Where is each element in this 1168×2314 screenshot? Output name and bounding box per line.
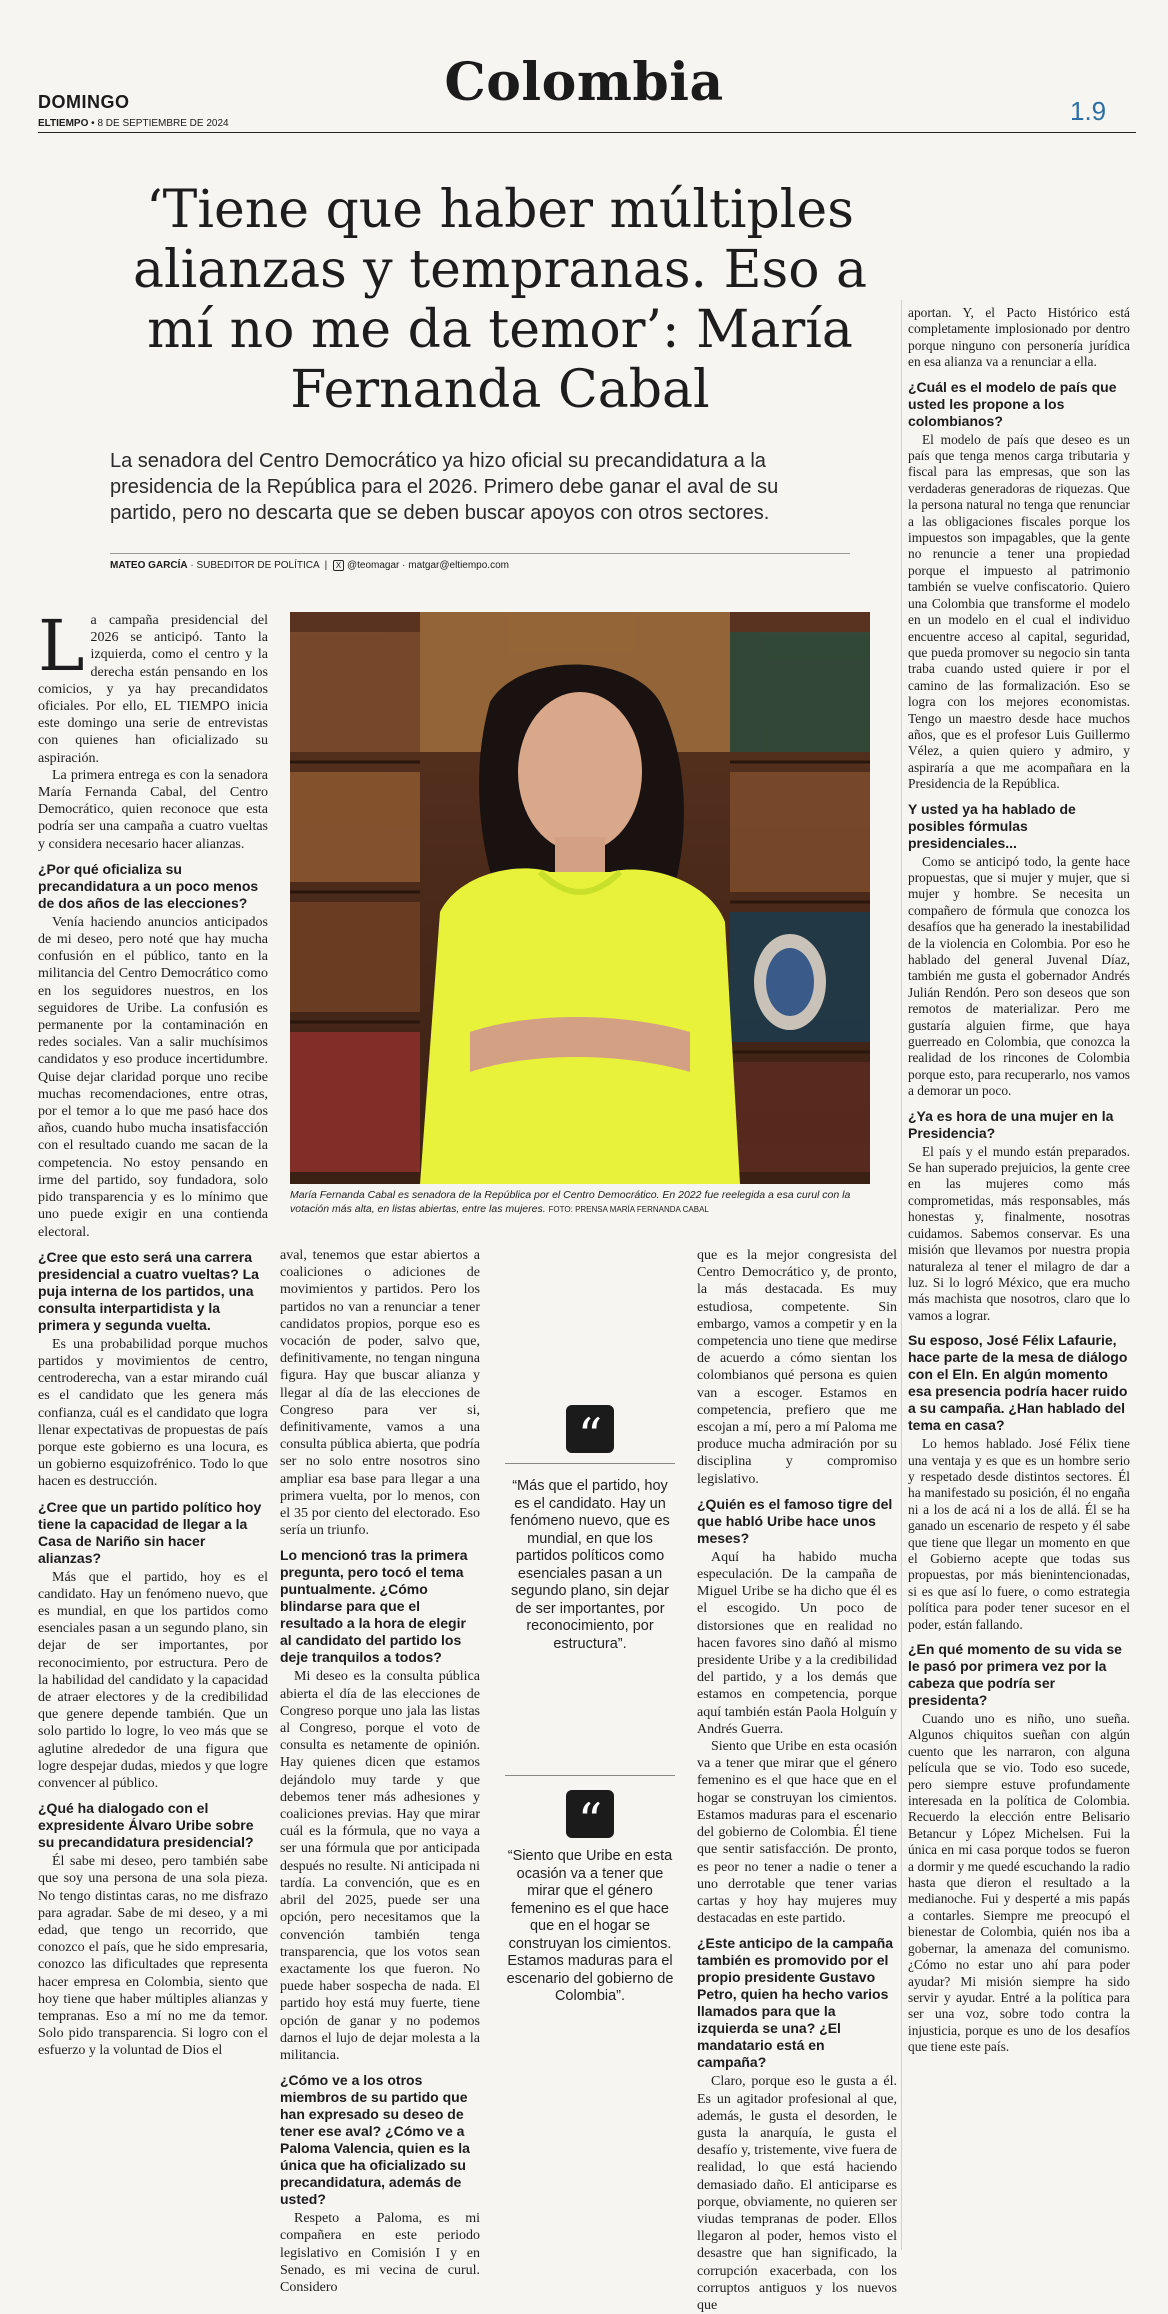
x-icon: X	[333, 560, 344, 571]
author-role: SUBEDITOR DE POLÍTICA	[196, 560, 320, 571]
quote-text: “Más que el partido, hoy es el candidato. Hay un fenómeno nuevo, que es mundial, en que los partidos políticos como esenciales pasan a un segundo plano, sin dejar de ser importantes, por reconocimiento, por estructura”.	[510, 1478, 670, 1652]
question: ¿Qué ha dialogado con el expresidente Álvaro Uribe sobre su precandidatura presidencial?	[38, 1800, 254, 1851]
deck: La senadora del Centro Democrático ya hizo oficial su precandidatura a la presidencia de la República para el 2026. Primero debe ganar el aval de su partido, pero no descarta que se deben buscar apoyos con otros sectores.	[110, 450, 779, 524]
quote-text: “Siento que Uribe en esta ocasión va a tener que mirar que el género femenino es el que hace que en el hogar se construyan los cimientos. Estamos maduras para el escenario del gobierno de Colombia”.	[506, 1848, 674, 2004]
portrait-photo	[290, 612, 870, 1184]
page-number: 1.9	[1070, 96, 1107, 126]
answer: Es una probabilidad porque muchos partidos y movimientos de centro, centroderecha, van a estar mirando cuál es el candidato que les genera más confianza, cuál es el candidato que logra llenar expectativas de propuestas de país porque este gobierno es una locura, es un gobierno esquizofrénico. Todo lo que hacen es destrucción.	[38, 1336, 268, 1490]
question: ¿En qué momento de su vida se le pasó por primera vez por la cabeza que podría ser presidenta?	[908, 1641, 1122, 1708]
answer: Lo hemos hablado. José Félix tiene una ventaja y es que es un hombre serio y respetado desde distintos sectores. Él ha manifestado su posición, él no engaña ni a los de acá ni a los de allá. Él se ha ganado un escenario de respeto y él sabe que tiene que llegar un momento en que el Gobierno acepte que todas sus propuestas, por más bienintencionadas, si es que así lo fuere, o como estrategia política para poder tener sucesor en el poder, están fallando.	[908, 1436, 1130, 1632]
question: ¿Por qué oficializa su precandidatura a un poco menos de dos años de las elecciones?	[38, 860, 259, 911]
answer: Aquí ha habido mucha especulación. De la campaña de Miguel Uribe se ha dicho que él es el escogido. Un poco de distorsiones que en realidad no hacen favores sino dañó al mismo presidente Uribe y a la credibilidad del partido, y a los demás que estamos en competencia, porque aquí también están Paola Holguín y Andrés Guerra.	[697, 1549, 897, 1737]
answer: El país y el mundo están preparados. Se han superado prejuicios, la gente cree en las mujeres como más comprometidas, más responsables, más honestas y, finalmente, nosotras cuidamos. Sabemos conservar. Es una misión que llevamos por nuestra propia naturaleza al tener el milagro de dar a luz. Si lo logró México, que era mucho más machista que nosotros, claro que lo vamos a lograr.	[908, 1143, 1130, 1323]
column-4	[908, 305, 1130, 2056]
question: ¿Quién es el famoso tigre del que habló Uribe hace unos meses?	[697, 1495, 893, 1546]
question: ¿Cree que esto será una carrera presidencial a cuatro vueltas? La puja interna de los partidos, una consulta interpartidista y la primera y segunda vuelta.	[38, 1248, 259, 1333]
quote-divider	[505, 1775, 675, 1776]
pull-quote-2	[505, 1775, 675, 2006]
photo-caption	[290, 1188, 870, 1217]
answer: Más que el partido, hoy es el candidato. Hay un fenómeno nuevo, que es mundial, en que los partidos como esenciales pasan a un segundo plano, sin dejar de ser importantes, por reconocimiento, por estructura. Pero de la habilidad del candidato y la capacidad de atraer electores y de la credibilidad que genere depende también. Que un solo partido lo logre, lo veo más que se aglutine alrededor de una figura que logre despejar dudas, miedos y que logre convencer al público.	[38, 1569, 268, 1791]
paper-name: ELTIEMPO	[38, 118, 89, 129]
answer: Como se anticipó todo, la gente hace propuestas, que si mujer y mujer, que si mujer y hombre. Se necesita un compañero de fórmula que conozca los desafíos que ha generado la inestabilidad de la violencia en Colombia. Por eso he hablado del general Juvenal Díaz, también me gusta el gobernador Andrés Julián Rendón. Pero son deseos que son remotos de materializar. Pero me gustaría alguien firme, que haya guerreado en Colombia, que conozca la realidad de los rincones de Colombia porque esto, para recuperarlo, nos vamos a demorar un poco.	[908, 853, 1130, 1099]
answer: Mi deseo es la consulta pública abierta el día de las elecciones de Congreso porque uno jala las listas al Congreso, porque el voto de consulta es netamente de opinión. Hay quienes dicen que estamos dejándolo muy tarde y que debemos tener más adhesiones y coaliciones previas. Hay que mirar cuál es la fórmula, que no vaya a ser una fórmula que por anticipada después no resulte. Ni anticipada ni tardía. La convención, que es en abril del 2025, puede ser una opción, pero necesitamos que la convención también tenga transparencia, que los votos sean exactamente los que fueron. No puede haber sospecha de nada. El partido hoy está muy fuerte, tiene opción de ganar y no podemos darnos el lujo de dejar molesta a la militancia.	[280, 1669, 480, 2063]
question: ¿Cuál es el modelo de país que usted les propone a los colombianos?	[908, 378, 1117, 429]
intro-paragraph: a campaña presidencial del 2026 se anticipó. Tanto la izquierda, como el centro y la derecha están pensando en los comicios, y ya hay precandidatos oficiales. Por ello, EL TIEMPO inicia este domingo una serie de entrevistas con quienes han oficializado su aspiración.	[38, 613, 268, 766]
day-label: DOMINGO	[38, 92, 130, 112]
question: Su esposo, José Félix Lafaurie, hace parte de la mesa de diálogo con el Eln. En algún momento esa presencia podría hacer ruido a su campaña. ¿Han hablado del tema en casa?	[908, 1332, 1128, 1434]
answer: Claro, porque eso le gusta a él. Es un agitador profesional al que, además, le gusta el desorden, le gusta la anarquía, le gusta el desafío y, tristemente, vive fuera de realidad, lo que está haciendo demasiado daño. El anticiparse es porque, obviamente, no quieren ser viudas tempranas de poder. Ellos llegaron al poder, hemos visto el desastre que han significado, la corrupción exacerbada, con los corruptos antiguos y los nuevos que	[697, 2074, 897, 2313]
quote-icon: “	[566, 1790, 614, 1838]
answer: Respeto a Paloma, es mi compañera en este periodo legislativo en Comisión I y en Senado, es mi vecina de curul. Considero	[280, 2211, 480, 2295]
date: 8 DE SEPTIEMBRE DE 2024	[97, 118, 229, 129]
question: Y usted ya ha hablado de posibles fórmulas presidenciales...	[908, 800, 1076, 851]
answer: El modelo de país que deseo es un país que tenga menos carga tributaria y fiscal para las empresas, que son las verdaderas generadoras de riquezas. Que la persona natural no tenga que renunciar a las obligaciones fiscales porque los impuestos son impagables, que la gente no renuncie a tener una propiedad porque el impuesto al patrimonio también se vuelve confiscatorio. Quiero una Colombia que transforme el modelo en un modelo en el cual el individuo encuentre acceso al capital, seguridad, que pueda promover su negocio sin tanta traba cuando usted quiere ir por el camino de las formalización. Eso se logra con los mejores economistas. Tengo un maestro desde hace muchos años, que es el profesor Luis Guillermo Vélez, a quien quiero y admiro, y aspiraría a que me acompañara en la Presidencia de la República.	[908, 431, 1130, 792]
quote-icon: “	[566, 1405, 614, 1453]
dropcap: L	[38, 605, 85, 687]
question: ¿Cree que un partido político hoy tiene la capacidad de llegar a la Casa de Nariño sin hacer alianzas?	[38, 1498, 262, 1566]
column-2	[280, 1247, 480, 2296]
header-divider	[38, 132, 1136, 133]
section-title: Colombia	[444, 52, 724, 113]
column-3	[697, 1247, 897, 2314]
headline: ‘Tiene que haber múltiples alianzas y tempranas. Eso a mí no me da temor’: María Fernanda Cabal	[132, 180, 868, 420]
answer: aval, tenemos que estar abiertos a coaliciones o adiciones de movimientos y partidos. Pero los partidos no van a renunciar a tener candidatos propios, porque eso es vocación de poder, salvo que, definitivamente, no tengan ninguna figura. Hay que buscar alianza y llegar al día de las elecciones de Congreso para ver si, definitivamente, vamos a una consulta pública abierta, que podría ser no solo entre nosotros sino ampliar esa base para llegar a una primera vuelta, por lo menos, con el 35 por ciento del electorado. Eso sería un triunfo.	[280, 1248, 480, 1539]
answer: Venía haciendo anuncios anticipados de mi deseo, pero noté que hay mucha confusión en el público, tanto en la militancia del Centro Democrático como en los seguidores nuestros, en los seguidores de Uribe. La confusión es permanente por la contaminación en redes sociales. Van a salir muchísimos candidatos y eso produce incertidumbre. Quise dejar claridad porque uno recibe muchas recomendaciones, entre otras, por el temor a lo que me pasó hace dos años, cuando hubo mucha insatisfacción con el resultado cuando me sacan de la competencia. No estoy pensando en irme del partido, soy fundadora, solo pido transparencia y es lo mínimo que uno puede exigir en una contienda electoral.	[38, 914, 268, 1240]
question: ¿Este anticipo de la campaña también es promovido por el propio presidente Gustavo Petro, quien ha hecho varios llamados para que la izquierda se una? ¿El mandatario está en campaña?	[697, 1935, 894, 2071]
author-name: MATEO GARCÍA	[110, 560, 188, 571]
question: Lo mencionó tras la primera pregunta, pero tocó el tema puntualmente. ¿Cómo blindarse para que el resultado a la hora de elegir al candidato del partido los deje tranquilos a todos?	[280, 1547, 468, 1666]
dateline: ELTIEMPO • 8 DE SEPTIEMBRE DE 2024	[38, 118, 229, 129]
author-social[interactable]: @teomagar · matgar@eltiempo.com	[346, 560, 509, 571]
answer: aportan. Y, el Pacto Histórico está completamente implosionado por dentro porque ninguno con personería jurídica en esa alianza va a renunciar a ella.	[908, 305, 1130, 370]
question: ¿Ya es hora de una mujer en la Presidencia?	[908, 1107, 1114, 1141]
byline: MATEO GARCÍA · SUBEDITOR DE POLÍTICA | X @teomagar · matgar@eltiempo.com	[110, 553, 850, 578]
pull-quote-1	[505, 1405, 675, 1653]
answer: que es la mejor congresista del Centro Democrático y, de pronto, la más destacada. Es muy estudiosa, competente. Sin embargo, vamos a competir y en la competencia uno tiene que medirse de acuerdo a cómo sientan los colombianos qué persona es quien van a escoger. Estamos en competencia, prefiero que me escojan a mí, pero a mí Paloma me produce mucha admiración por su disciplina y compromiso legislativo.	[697, 1248, 897, 1487]
column-divider	[901, 300, 902, 2250]
answer: Él sabe mi deseo, pero también sabe que soy una persona de una sola pieza. No tengo distintas caras, no me disfrazo para agradar. Sabe de mi deseo, y a mi edad, que tengo un recorrido, que conozco el país, que he sido empresaria, conozco las dificultades que representa hacer empresa en Colombia, siento que hoy tiene que haber múltiples alianzas y tempranas. Eso a mí no me da temor. Solo pido transparencia. Si logro con el esfuerzo y la voluntad de Dios el	[38, 1854, 268, 2059]
answer: Siento que Uribe en esta ocasión va a tener que mirar que el género femenino es el que hace que en el hogar se construyan los cimientos. Estamos maduras para el escenario del gobierno de Colombia. Él tiene que sentir satisfacción. De pronto, es peor no tener a nadie o tener a uno derrotable que tener varias cartas y hoy hay mujeres muy destacadas en este partido.	[697, 1739, 897, 1927]
answer: Cuando uno es niño, uno sueña. Algunos chiquitos sueñan con algún cuento que les narraron, con alguna película que se vio. Todo eso sucede, pero siempre estuve profundamente interesada en la política de Colombia. Recuerdo la elección entre Belisario Betancur y López Michelsen. Fui la única en mi casa porque todos se fueron a dormir y me quedé escuchando la radio hasta que dieron el resultado a la medianoche. Fui y desperté a mis papás a contarles. Siempre me preocupó el bienestar de Colombia, quién nos iba a gobernar, la amenaza del comunismo. ¿Cómo no estar uno ahí para poder ayudar? Mi misión siempre ha sido servir y ayudar. Entré a la política para ser una voz, sobre todo contra la injusticia, porque es uno de los desafíos que tiene este país.	[908, 1711, 1130, 2055]
paragraph: La primera entrega es con la senadora María Fernanda Cabal, del Centro Democrático, quien reconoce que esta podría ser una campaña a cuatro vueltas y considera necesario hacer alianzas.	[38, 767, 268, 852]
photo-credit: FOTO: PRENSA MARÍA FERNANDA CABAL	[548, 1205, 709, 1214]
caption-text: María Fernanda Cabal es senadora de la República por el Centro Democrático. En 2022 fue reelegida a esa curul con la votación más alta, en listas abiertas, entre las mujeres.	[290, 1189, 851, 1215]
column-1	[38, 605, 268, 2060]
question: ¿Cómo ve a los otros miembros de su partido que han expresado su deseo de tener ese aval? ¿Cómo ve a Paloma Valencia, quien es la única que ha oficializado su precandidatura, además de usted?	[280, 2072, 470, 2208]
